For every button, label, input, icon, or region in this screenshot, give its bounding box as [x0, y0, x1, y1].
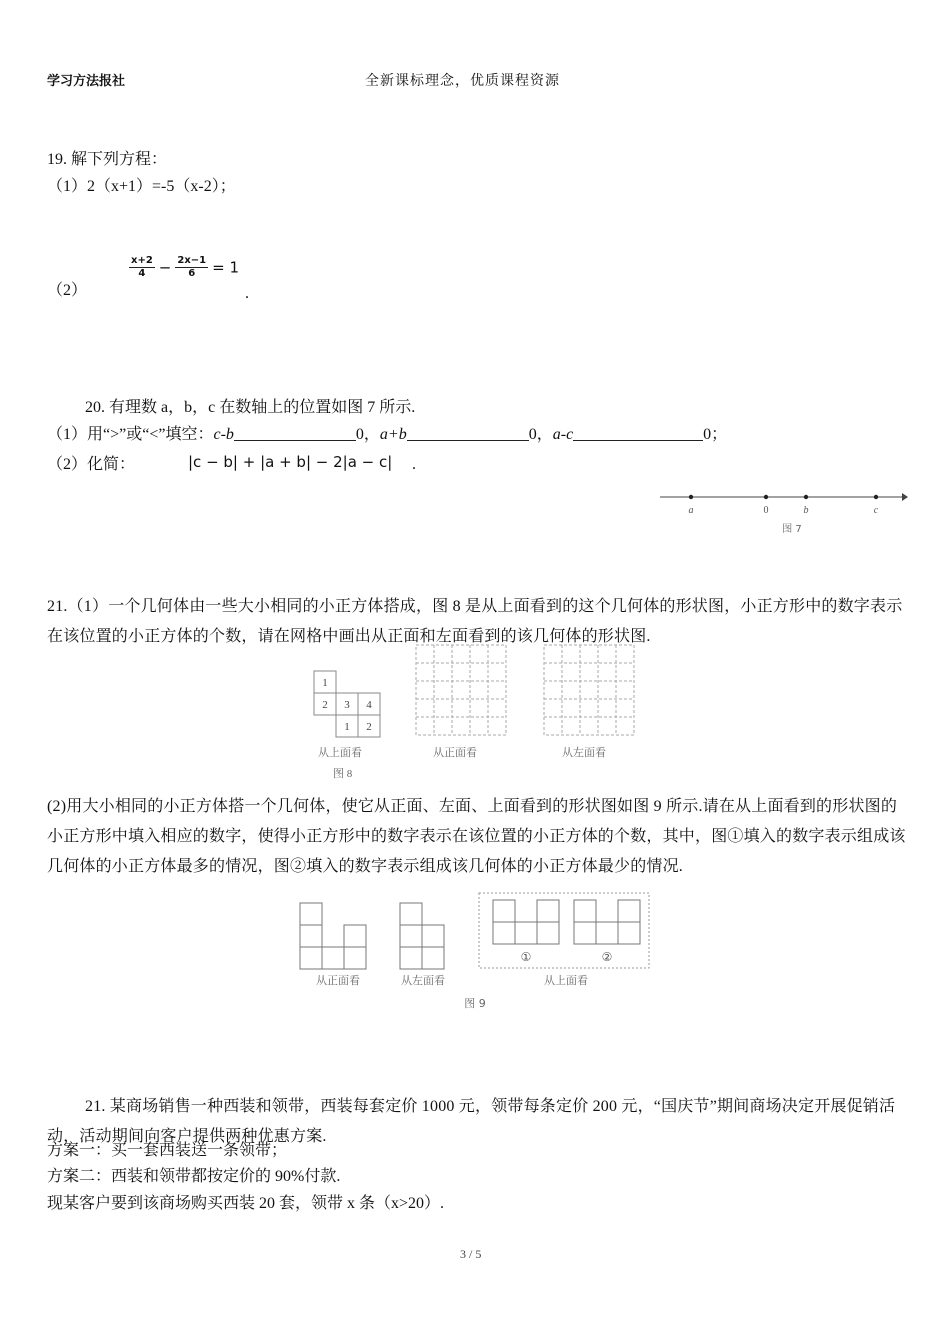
fig9-caption: 图 9 — [464, 997, 486, 1010]
q22-plan2: 方案二：西装和领带都按定价的 90%付款. — [47, 1168, 341, 1185]
top-view-1-cell[interactable] — [515, 922, 537, 944]
left-view-answer-grid[interactable] — [542, 643, 638, 739]
grid-number: 4 — [366, 699, 372, 711]
q22-last-line: 现某客户要到该商场购买西装 20 套，领带 x 条（x>20）. — [47, 1195, 445, 1212]
grid-number: 2 — [322, 699, 328, 711]
q22-text: 21. 某商场销售一种西装和领带，西装每套定价 1000 元，领带每条定价 200 元，“国庆节”期间商场决定开展促销活动，活动期间向客户提供两种优惠方案. — [47, 1098, 896, 1145]
q19-frac1-num: x+2 — [131, 255, 153, 266]
top-view-2-cell[interactable] — [618, 922, 640, 944]
axis-label-b: b — [803, 505, 809, 516]
top-view-1-cell[interactable] — [537, 922, 559, 944]
number-line-arrow — [902, 493, 908, 501]
fig8-top-view-grid — [310, 667, 385, 739]
q19-rhs: = 1 — [212, 258, 240, 277]
circle-2-label: ② — [601, 950, 613, 964]
q19-frac2-den: 6 — [188, 268, 196, 279]
q19-part2-label: （2） — [47, 282, 88, 299]
top-view-2-cell[interactable] — [596, 922, 618, 944]
q19-fraction-1 — [129, 255, 155, 280]
fig9-top-label: 从上面看 — [544, 974, 588, 987]
front-view-answer-grid[interactable] — [414, 643, 510, 739]
q22-plan1: 方案一：买一套西装送一条领带； — [47, 1142, 288, 1159]
top-view-2-cell[interactable] — [574, 922, 596, 944]
q20-period: . — [412, 456, 416, 473]
q20-part1 — [47, 425, 727, 445]
grid-number: 3 — [344, 699, 350, 711]
top-view-1-cell[interactable] — [493, 900, 515, 922]
figure-7-caption: 图 7 — [782, 524, 802, 535]
q19-part1: （1）2（x+1）=-5（x-2）； — [47, 178, 236, 195]
front-view-label: 从正面看 — [433, 747, 477, 759]
q20-part2-label: （2）化简： — [47, 456, 136, 473]
fig9-left-label: 从左面看 — [401, 974, 445, 987]
q19-period: . — [245, 285, 249, 302]
q19-frac1-den: 4 — [138, 268, 146, 279]
q20-part1-label: （1）用“>”或“<”填空： — [47, 426, 214, 443]
point-0 — [764, 495, 768, 499]
top-view-1-cell[interactable] — [493, 922, 515, 944]
axis-label-0: 0 — [763, 505, 769, 516]
fig9-front-label: 从正面看 — [316, 974, 360, 987]
q21-part1-text: 21.（1）一个几何体由一些大小相同的小正方体搭成，图 8 是从上面看到的这个几何体的形状图，小正方形中的数字表示在该位置的小正方体的个数，请在网格中画出从正面和左面看到的该几何体的形状图. — [47, 598, 903, 645]
grid-number: 1 — [344, 721, 350, 733]
fig9-views — [298, 890, 658, 1015]
grid-number: 2 — [366, 721, 372, 733]
q19-equation — [129, 255, 239, 280]
q20-expr-2: a+b — [379, 426, 407, 443]
page-number: 3 / 5 — [460, 1247, 482, 1261]
q20-blank-1[interactable] — [234, 425, 356, 441]
fig8-top-view-label: 从上面看 — [318, 747, 362, 759]
grid-number: 1 — [322, 677, 328, 689]
header-publisher: 学习方法报社 — [47, 74, 126, 89]
fig8-caption: 图 8 — [333, 768, 353, 780]
q21-part2-text: (2)用大小相同的小正方体搭一个几何体，使它从正面、左面、上面看到的形状图如图 9 所示.请在从上面看到的形状图的小正方形中填入相应的数字，使得小正方形中的数字表示在该位置的小正方体的个数，其中，图①填入的数字表示组成该几何体的小正方体最多的情况，图②填入的数字表示组成该几何体的小正方体最少的情况. — [47, 798, 906, 875]
number-line-figure — [655, 484, 910, 539]
q20-zero-3: 0； — [703, 426, 728, 443]
q20-expr-1: c-b — [213, 426, 234, 443]
axis-label-a: a — [688, 505, 694, 516]
point-b — [804, 495, 808, 499]
q20-zero-1: 0， — [355, 426, 380, 443]
point-a — [689, 495, 693, 499]
q20-title: 20. 有理数 a，b，c 在数轴上的位置如图 7 所示. — [85, 399, 416, 416]
top-view-2-cell[interactable] — [574, 900, 596, 922]
top-view-1-cell[interactable] — [537, 900, 559, 922]
header-slogan: 全新课标理念，优质课程资源 — [365, 74, 560, 89]
left-view-label: 从左面看 — [562, 747, 606, 759]
q20-blank-2[interactable] — [407, 425, 529, 441]
q20-part2-expression: |c − b| + |a + b| − 2|a − c| — [188, 453, 393, 471]
q19-title: 19. 解下列方程： — [47, 151, 168, 168]
q19-frac2-num: 2x−1 — [177, 255, 207, 266]
top-view-frame — [479, 893, 649, 968]
q19-fraction-2 — [175, 255, 208, 280]
top-view-2-cell[interactable] — [618, 900, 640, 922]
q20-zero-2: 0， — [528, 426, 553, 443]
q19-minus: − — [158, 258, 172, 277]
axis-label-c: c — [873, 505, 879, 516]
q20-blank-3[interactable] — [573, 425, 703, 441]
q20-expr-3: a-c — [552, 426, 574, 443]
circle-1-label: ① — [520, 950, 532, 964]
point-c — [874, 495, 878, 499]
